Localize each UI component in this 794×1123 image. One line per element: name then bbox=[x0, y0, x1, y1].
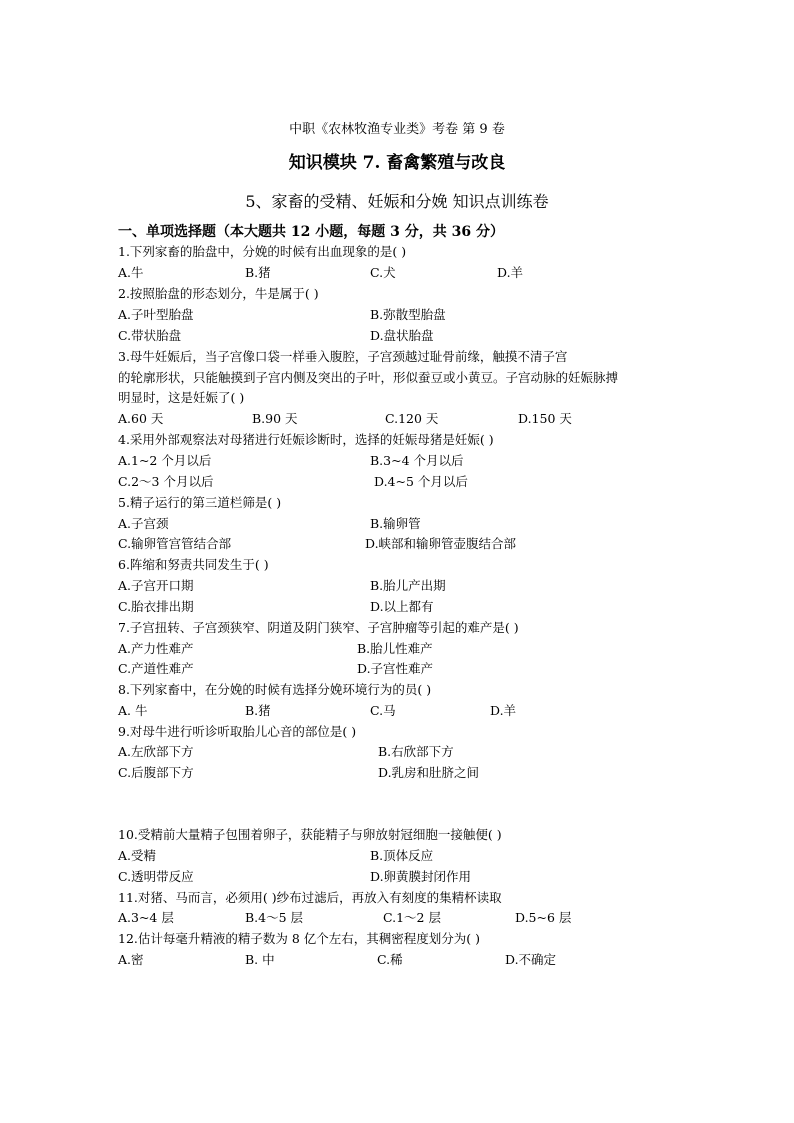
question-10-option-c: C.透明带反应 bbox=[118, 869, 194, 884]
question-3-option-c: C.120 天 bbox=[385, 411, 439, 426]
question-5-option-c: C.输卵管宫管结合部 bbox=[118, 536, 232, 551]
question-2-option-b: B.弥散型胎盘 bbox=[370, 307, 446, 322]
question-3-option-d: D.150 天 bbox=[518, 411, 572, 426]
unit-title: 5、家畜的受精、妊娠和分娩 知识点训练卷 bbox=[245, 192, 549, 211]
question-7-stem: 7.子宫扭转、子宫颈狭窄、阴道及阴门狭窄、子宫肿瘤等引起的难产是( ) bbox=[118, 620, 519, 635]
question-3-stem-line-3: 明显时，这是妊娠了( ) bbox=[118, 390, 245, 405]
question-6-option-a: A.子宫开口期 bbox=[118, 578, 194, 593]
question-12-option-d: D.不确定 bbox=[505, 952, 557, 967]
question-3-option-b: B.90 天 bbox=[252, 411, 298, 426]
question-8-option-a: A. 牛 bbox=[118, 703, 148, 718]
question-11-option-d: D.5~6 层 bbox=[515, 910, 572, 925]
question-9-option-c: C.后腹部下方 bbox=[118, 765, 194, 780]
question-2-option-d: D.盘状胎盘 bbox=[370, 328, 434, 343]
question-3-stem-line-1: 3.母牛妊娠后，当子宫像口袋一样垂入腹腔，子宫颈越过耻骨前缘，触摸不清子宫 bbox=[118, 349, 568, 364]
question-11-option-b: B.4～5 层 bbox=[245, 910, 304, 925]
question-11-option-a: A.3~4 层 bbox=[118, 910, 174, 925]
question-4-option-c: C.2～3 个月以后 bbox=[118, 474, 214, 489]
question-6-option-b: B.胎儿产出期 bbox=[370, 578, 446, 593]
question-10-option-d: D.卵黄膜封闭作用 bbox=[370, 869, 472, 884]
question-1-option-c: C.犬 bbox=[370, 265, 396, 280]
section-heading: 一、单项选择题（本大题共 12 小题，每题 3 分，共 36 分） bbox=[118, 224, 504, 240]
question-6-stem: 6.阵缩和努责共同发生于( ) bbox=[118, 557, 269, 572]
question-7-option-c: C.产道性难产 bbox=[118, 661, 194, 676]
question-1-option-b: B.猪 bbox=[245, 265, 271, 280]
question-3-option-a: A.60 天 bbox=[118, 411, 164, 426]
question-1-option-a: A.牛 bbox=[118, 265, 144, 280]
question-10-stem: 10.受精前大量精子包围着卵子，获能精子与卵放射冠细胞一接触便( ) bbox=[118, 827, 502, 842]
question-5-option-b: B.输卵管 bbox=[370, 516, 421, 531]
question-5-option-d: D.峡部和输卵管壶腹结合部 bbox=[365, 536, 517, 551]
question-4-option-d: D.4~5 个月以后 bbox=[374, 474, 468, 489]
question-8-option-b: B.猪 bbox=[245, 703, 271, 718]
question-2-option-a: A.子叶型胎盘 bbox=[118, 307, 194, 322]
question-6-option-c: C.胎衣排出期 bbox=[118, 599, 194, 614]
question-7-option-d: D.子宫性难产 bbox=[357, 661, 434, 676]
question-12-stem: 12.估计每毫升精液的精子数为 8 亿个左右，其稠密程度划分为( ) bbox=[118, 931, 481, 946]
question-12-option-b: B. 中 bbox=[245, 952, 275, 967]
question-7-option-b: B.胎儿性难产 bbox=[357, 641, 433, 656]
question-10-option-a: A.受精 bbox=[118, 848, 157, 863]
question-9-option-d: D.乳房和肚脐之间 bbox=[378, 765, 480, 780]
question-4-option-a: A.1~2 个月以后 bbox=[118, 453, 212, 468]
question-3-stem-line-2: 的轮廓形状，只能触摸到子宫内侧及突出的子叶，形似蚕豆或小黄豆。子宫动脉的妊娠脉搏 bbox=[118, 370, 619, 385]
question-1-option-d: D.羊 bbox=[497, 265, 524, 280]
question-10-option-b: B.顶体反应 bbox=[370, 848, 434, 863]
question-11-stem: 11.对猪、马而言，必须用( )纱布过滤后，再放入有刻度的集精杯读取 bbox=[118, 890, 502, 905]
question-6-option-d: D.以上都有 bbox=[370, 599, 434, 614]
question-5-option-a: A.子宫颈 bbox=[118, 516, 169, 531]
exam-title: 中职《农林牧渔专业类》考卷 第 9 卷 bbox=[289, 122, 505, 137]
question-2-stem: 2.按照胎盘的形态划分，牛是属于( ) bbox=[118, 286, 319, 301]
question-2-option-c: C.带状胎盘 bbox=[118, 328, 182, 343]
question-1-stem: 1.下列家畜的胎盘中，分娩的时候有出血现象的是( ) bbox=[118, 244, 407, 259]
question-7-option-a: A.产力性难产 bbox=[118, 641, 194, 656]
question-9-stem: 9.对母牛进行听诊听取胎儿心音的部位是( ) bbox=[118, 724, 357, 739]
question-8-option-c: C.马 bbox=[370, 703, 396, 718]
question-11-option-c: C.1～2 层 bbox=[383, 910, 441, 925]
module-title: 知识模块 7. 畜禽繁殖与改良 bbox=[288, 153, 506, 173]
question-4-stem: 4.采用外部观察法对母猪进行妊娠诊断时，选择的妊娠母猪是妊娠( ) bbox=[118, 432, 494, 447]
question-12-option-a: A.密 bbox=[118, 952, 144, 967]
question-8-stem: 8.下列家畜中，在分娩的时候有选择分娩环境行为的员( ) bbox=[118, 682, 432, 697]
question-5-stem: 5.精子运行的第三道栏筛是( ) bbox=[118, 495, 282, 510]
question-12-option-c: C.稀 bbox=[377, 952, 403, 967]
question-9-option-a: A.左欣部下方 bbox=[118, 744, 194, 759]
question-9-option-b: B.右欣部下方 bbox=[378, 744, 454, 759]
question-4-option-b: B.3~4 个月以后 bbox=[370, 453, 464, 468]
question-8-option-d: D.羊 bbox=[490, 703, 517, 718]
